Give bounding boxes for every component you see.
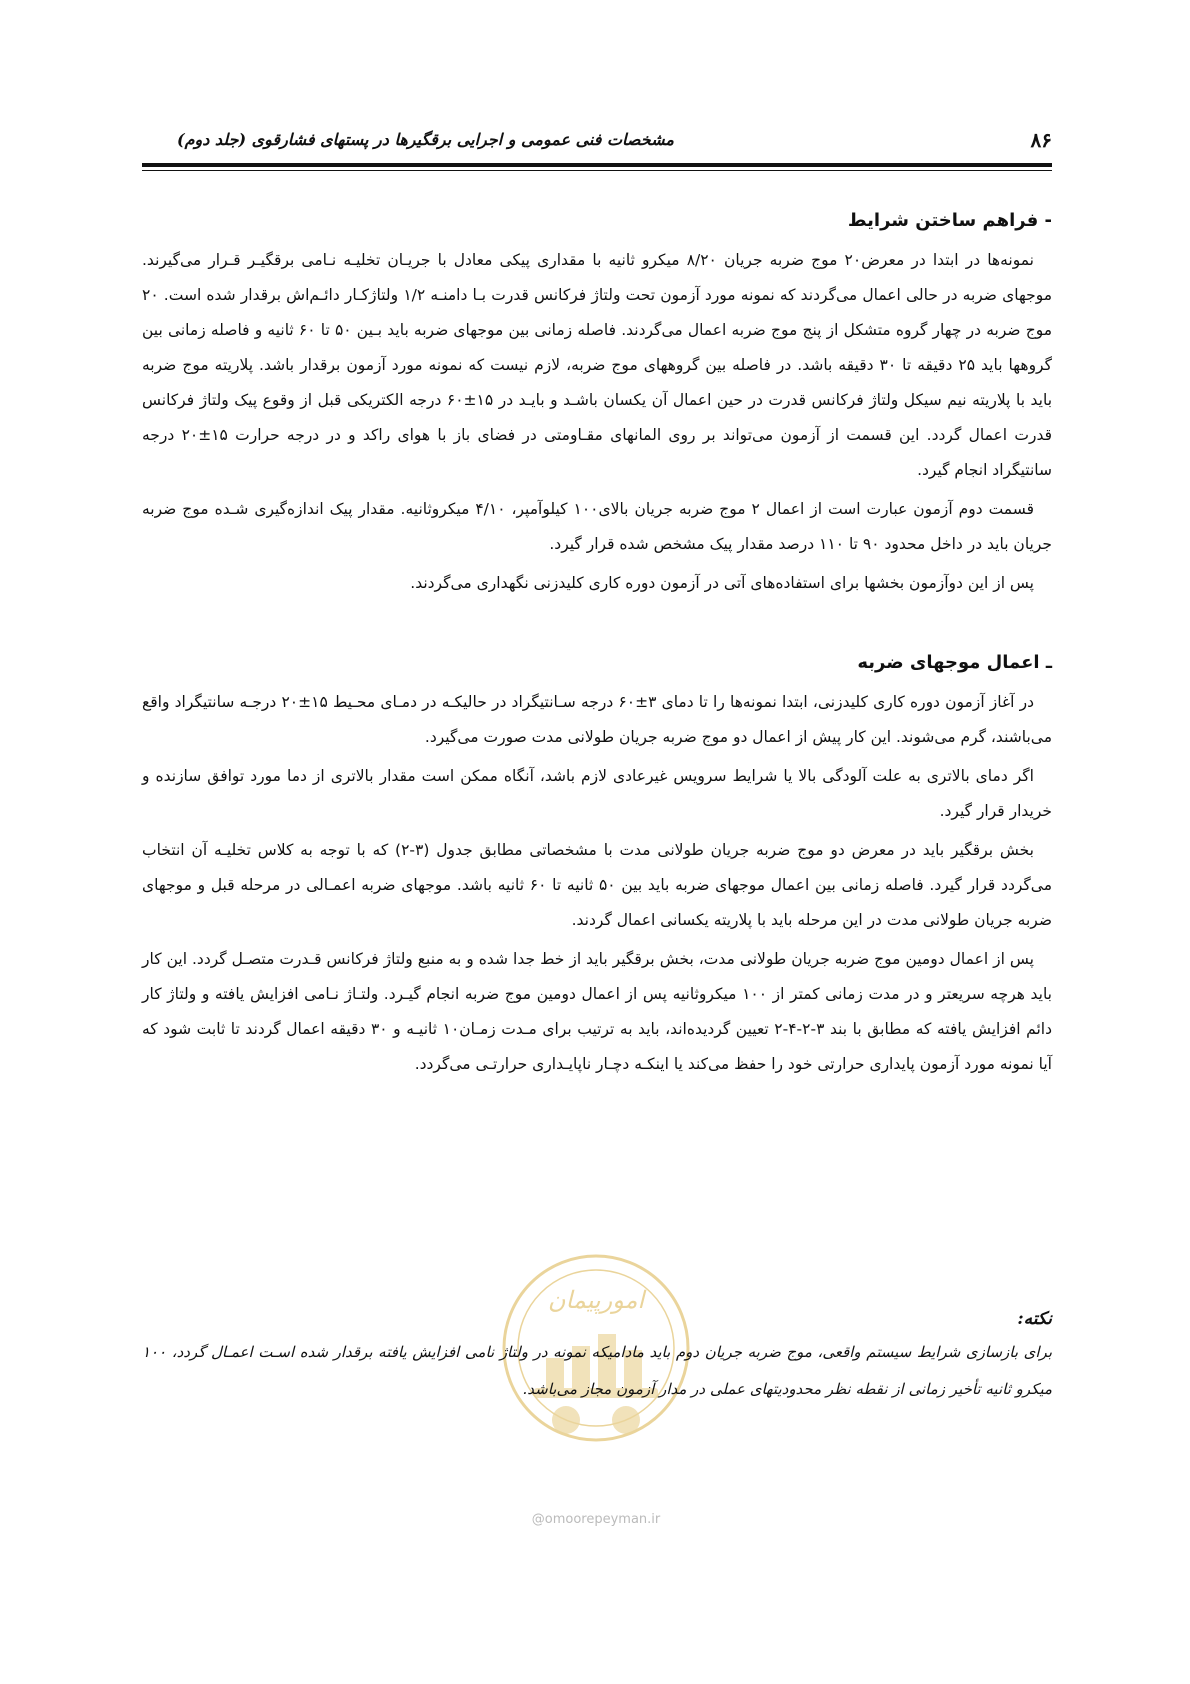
note-title: نکته: [1017, 1309, 1052, 1329]
section-heading: ـ اعمال موجهای ضربه [857, 652, 1052, 673]
paragraph: قسمت دوم آزمون عبارت است از اعمال ۲ موج ضربه جریان بالای۱۰۰ کیلوآمپر، ۴/۱۰ میکروثانیه. مقدار پیک اندازه‌گیری شـده موج ضربه جریان باید در داخل محدود ۹۰ تا ۱۱۰ درصد مقدار پیک مشخص شده قرار گیرد. [142, 500, 1052, 553]
page-number: ۸۶ [1030, 128, 1052, 152]
note-block [142, 1304, 1052, 1408]
paragraph: پس از اعمال دومین موج ضربه جریان طولانی مدت، بخش برقگیر باید از خط جدا شده و به منبع ولتاژ فرکانس قـدرت متصـل گردد. این کار باید هرچه سریعتر و در مدت زمانی کمتر از ۱۰۰ میکروثانیه پس از اعمال دومین موج ضربه انجام گیـرد. ولتـاژ نـامی افزایش یافته و ولتاژ کار دائم افزایش یافته که مطابق با بند ۳-۲-۴-۲ تعیین گردیده‌اند، باید به ترتیب برای مـدت زمـان۱۰ ثانیـه و ۳۰ دقیقه اعمال گردند تا ثابت شود که آیا نمونه مورد آزمون پایداری حرارتی خود را حفظ می‌کند یا اینکـه دچـار ناپایـداری حرارتـی می‌گردد. [142, 950, 1053, 1073]
section-heading: - فراهم ساختن شرایط [847, 210, 1052, 231]
header-rule-thin [142, 170, 1052, 171]
paragraph: پس از این دوآزمون بخشها برای استفاده‌های آتی در آزمون دوره کاری کلیدزنی نگهداری می‌گردند. [410, 574, 1034, 592]
paragraph: در آغاز آزمون دوره کاری کلیدزنی، ابتدا نمونه‌ها را تا دمای ۳±۶۰ درجه سـانتیگراد در حالیکـه در دمـای محـیط ۱۵±۲۰ درجـه سانتیگراد واقع می‌باشند، گرم می‌شوند. این کار پیش از اعمال دو موج ضربه جریان طولانی مدت صورت می‌گیرد. [142, 693, 1052, 746]
page-header [142, 128, 1052, 158]
watermark-logo-text: امورپیمان [547, 1286, 645, 1314]
body-content [142, 205, 1052, 1082]
paragraph: اگر دمای بالاتری به علت آلودگی بالا یا شرایط سرویس غیرعادی لازم باشد، آنگاه ممکن است مقدار بالاتری از دما مورد توافق سازنده و خریدار قرار گیرد. [142, 767, 1052, 820]
header-rule [142, 163, 1052, 167]
note-text: برای بازسازی شرایط سیستم واقعی، موج ضربه جریان دوم باید مادامیکه نمونه در ولتاژ نامی افزایش یافته برقدار شده اسـت اعمـال گردد، ۱۰۰ میکرو ثانیه تأخیر زمانی از نقطه نظر محدودیتهای عملی در مدار آزمون مجاز می‌باشد. [142, 1343, 1052, 1398]
watermark-url: @omoorepeyman.ir [531, 1512, 661, 1527]
paragraph: بخش برقگیر باید در معرض دو موج ضربه جریان طولانی مدت با مشخصاتی مطابق جدول (۳-۲) که با توجه به کلاس تخلیـه آن انتخاب می‌گردد قرار گیرد. فاصله زمانی بین اعمال موجهای ضربه باید بین ۵۰ ثانیه تا ۶۰ ثانیه باشد. موجهای ضربه اعمـالی در مرحله قبل و موجهای ضربه جریان طولانی مدت در این مرحله باید با پلاریته یکسانی اعمال گردند. [142, 841, 1053, 929]
running-title: مشخصات فنی عمومی و اجرایی برقگیرها در پستهای فشارقوی (جلد دوم) [177, 130, 674, 149]
paragraph: نمونه‌ها در ابتدا در معرض۲۰ موج ضربه جریان ۸/۲۰ میکرو ثانیه با مقداری پیکی معادل با جریـان تخلیـه نـامی برقگیـر قـرار می‌گیرند. موجهای ضربه در حالی اعمال می‌گردند که نمونه مورد آزمون تحت ولتاژ فرکانس قدرت بـا دامنـه ۱/۲ ولتاژکـار دائـم‌اش برقدار شده است. ۲۰ موج ضربه در چهار گروه متشکل از پنج موج ضربه اعمال می‌گردند. فاصله زمانی بین موجهای ضربه باید بـین ۵۰ تا ۶۰ ثانیه و فاصله زمانی بین گروهها باید ۲۵ دقیقه تا ۳۰ دقیقه باشد. در فاصله بین گروههای موج ضربه، لازم نیست که نمونه مورد آزمون برقدار باشد. پلاریته موج ضربه باید با پلاریته نیم سیکل ولتاژ فرکانس قدرت در حین اعمال آن یکسان باشـد و بایـد در ۱۵±۶۰ درجه الکتریکی قبل از وقوع پیک ولتاژ فرکانس قدرت اعمال گردد. این قسمت از آزمون می‌تواند بر روی المانهای مقـاومتی در فضای باز با هوای راکد و در درجه حرارت ۱۵±۲۰ درجه سانتیگراد انجام گیرد. [142, 251, 1053, 479]
